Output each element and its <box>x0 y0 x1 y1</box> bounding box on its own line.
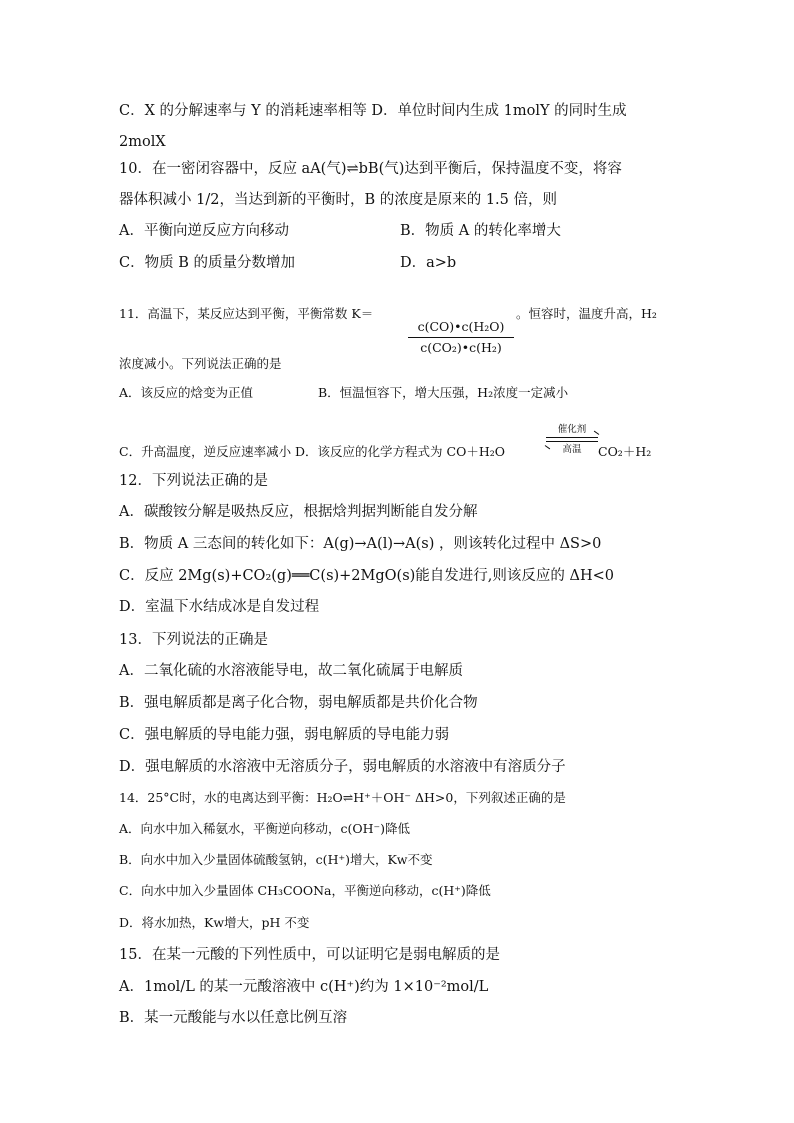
q15-option-b: B．某一元酸能与水以任意比例互溶 <box>119 1010 348 1026</box>
q15-stem: 15．在某一元酸的下列性质中，可以证明它是弱电解质的是 <box>119 947 500 963</box>
q11-option-a: A．该反应的焓变为正值 <box>119 385 254 400</box>
q10-option-a: A．平衡向逆反应方向移动 <box>119 223 289 239</box>
q10-option-c: C．物质 B 的质量分数增加 <box>119 255 295 271</box>
equilibrium-arrow <box>544 424 600 466</box>
q10-stem-line1: 10．在一密闭容器中，反应 aA(气)⇌bB(气)达到平衡后，保持温度不变，将容 <box>119 161 622 177</box>
q15-option-a: A．1mol/L 的某一元酸溶液中 c(H⁺)约为 1×10⁻²mol/L <box>119 979 489 995</box>
q14-option-c: C．向水中加入少量固体 CH₃COONa，平衡逆向移动，c(H⁺)降低 <box>119 883 491 898</box>
catalyst-label: 催化剂 <box>557 424 587 435</box>
q14-option-d: D．将水加热，Kw增大，pH 不变 <box>119 915 310 930</box>
q13-option-b: B．强电解质都是离子化合物，弱电解质都是共价化合物 <box>119 695 478 711</box>
q11-option-b: B．恒温恒容下，增大压强，H₂浓度一定减小 <box>318 385 569 400</box>
q9-option-cd: C．X 的分解速率与 Y 的消耗速率相等 D．单位时间内生成 1molY 的同时生成 <box>119 103 627 119</box>
q11-stem-line2: 浓度减小。下列说法正确的是 <box>119 356 282 371</box>
q13-option-c: C．强电解质的导电能力强，弱电解质的导电能力弱 <box>119 727 450 743</box>
high-temperature-label: 高温 <box>562 444 582 455</box>
fraction-denominator: c(CO₂)•c(H₂) <box>420 340 502 355</box>
q13-stem: 13．下列说法的正确是 <box>119 632 268 648</box>
q13-option-a: A．二氧化硫的水溶液能导电，故二氧化硫属于电解质 <box>119 663 463 679</box>
q11-products: CO₂＋H₂ <box>598 444 652 459</box>
reverse-arrow <box>546 441 598 442</box>
q12-option-a: A．碳酸铵分解是吸热反应，根据焓判据判断能自发分解 <box>119 504 478 520</box>
q12-stem: 12．下列说法正确的是 <box>119 473 268 489</box>
fraction-numerator: c(CO)•c(H₂O) <box>417 319 505 334</box>
q9-option-d-continued: 2molX <box>119 134 166 150</box>
q14-option-b: B．向水中加入少量固体硫酸氢钠，c(H⁺)增大，Kw不变 <box>119 852 433 867</box>
q10-stem-line2: 器体积减小 1/2，当达到新的平衡时，B 的浓度是原来的 1.5 倍，则 <box>119 192 557 208</box>
q11-stem-pre: 11．高温下，某反应达到平衡，平衡常数 K＝ <box>119 306 374 321</box>
q12-option-c: C．反应 2Mg(s)+CO₂(g)══C(s)+2MgO(s)能自发进行,则该反应的 ΔH<0 <box>119 568 615 584</box>
q12-option-b: B．物质 A 三态间的转化如下：A(g)→A(l)→A(s) ，则该转化过程中 ΔS>0 <box>119 536 602 552</box>
q14-stem: 14．25°C时，水的电离达到平衡：H₂O⇌H⁺＋OH⁻ ΔH>0，下列叙述正确的是 <box>119 790 566 805</box>
q14-option-a: A．向水中加入稀氨水，平衡逆向移动，c(OH⁻)降低 <box>119 821 411 836</box>
forward-arrow <box>546 437 598 438</box>
fraction-bar <box>408 337 514 338</box>
q11-stem-post: 。恒容时，温度升高，H₂ <box>516 306 657 321</box>
q10-option-d: D．a>b <box>400 255 457 271</box>
q11-option-cd: C．升高温度，逆反应速率减小 D．该反应的化学方程式为 CO＋H₂O <box>119 444 506 459</box>
equilibrium-constant-fraction <box>408 318 514 357</box>
q10-option-b: B．物质 A 的转化率增大 <box>400 223 561 239</box>
q13-option-d: D．强电解质的水溶液中无溶质分子，弱电解质的水溶液中有溶质分子 <box>119 759 566 775</box>
q12-option-d: D．室温下水结成冰是自发过程 <box>119 599 320 615</box>
